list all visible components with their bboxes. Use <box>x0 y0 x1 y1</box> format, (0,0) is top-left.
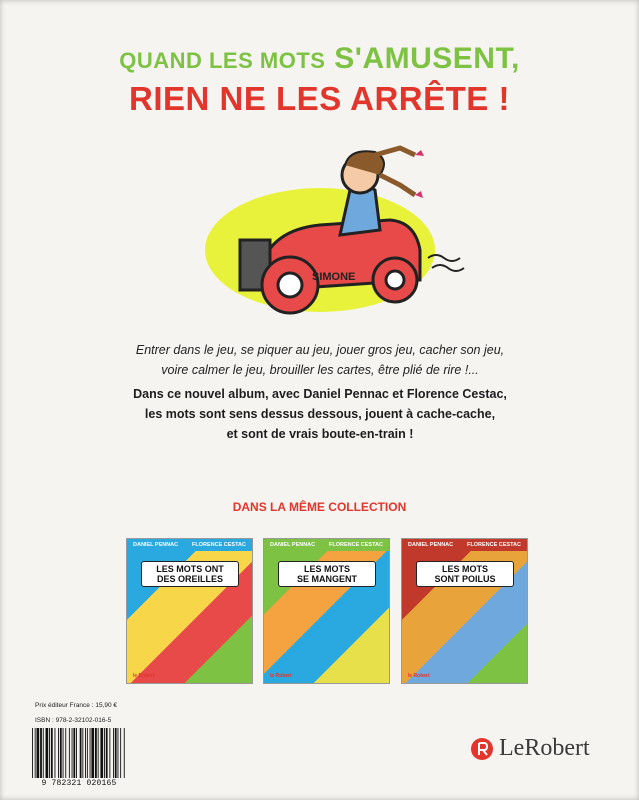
book-title <box>416 561 514 587</box>
barcode-bar <box>55 728 56 778</box>
book-author2: FLORENCE CESTAC <box>329 542 383 548</box>
book-author-bar <box>127 539 252 551</box>
barcode-bar <box>76 728 77 778</box>
book-title-line1: LES MOTS <box>303 564 350 574</box>
barcode-bar <box>115 728 117 778</box>
ribbon-bottom <box>415 191 423 198</box>
barcode-bar <box>46 728 49 778</box>
book-cover-mangent <box>263 538 390 684</box>
book-author1: DANIEL PENNAC <box>408 542 454 548</box>
barcode-bar <box>90 728 91 778</box>
intro-bold-line2: les mots sont sens dessus dessous, jouent à cache-cache, <box>144 407 496 421</box>
book-brand: le Robert <box>133 673 155 679</box>
book-brand: le Robert <box>270 673 292 679</box>
barcode-bar <box>32 728 33 778</box>
book-title <box>278 561 376 587</box>
barcode-bar <box>51 728 53 778</box>
book-author1: DANIEL PENNAC <box>133 542 179 548</box>
barcode-bar <box>60 728 62 778</box>
barcode-bar <box>87 728 88 778</box>
car-plate: SIMONE <box>312 271 356 283</box>
barcode-bar <box>40 728 42 778</box>
book-author1: DANIEL PENNAC <box>270 542 316 548</box>
headline-line1 <box>0 42 639 76</box>
barcode-bar <box>91 728 94 778</box>
barcode-bar <box>69 728 70 778</box>
barcode-bar <box>95 728 97 778</box>
intro-italic-line2: voire calmer le jeu, brouiller les cartes, être plié de rire !... <box>161 363 479 377</box>
book-title-line1: LES MOTS ONT <box>156 564 224 574</box>
wheel-hub-front <box>278 273 302 297</box>
intro-italic <box>120 340 520 380</box>
barcode-bar <box>43 728 44 778</box>
book-brand: le Robert <box>408 673 430 679</box>
book-author-bar <box>264 539 389 551</box>
barcode-bar <box>124 728 125 778</box>
barcode-bar <box>85 728 86 778</box>
barcode-bar <box>120 728 121 778</box>
headline-line1-small: QUAND LES MOTS <box>119 48 326 73</box>
barcode-bar <box>80 728 82 778</box>
book-author-bar <box>402 539 527 551</box>
book-author2: FLORENCE CESTAC <box>192 542 246 548</box>
barcode-bar <box>73 728 75 778</box>
book-cover-oreilles <box>126 538 253 684</box>
book-title-line2: SE MANGENT <box>296 574 357 584</box>
wheel-hub-rear <box>386 271 404 289</box>
book-cover-poilus <box>401 538 528 684</box>
book-title-line1: LES MOTS <box>441 564 488 574</box>
driver-braid-bottom <box>380 175 415 195</box>
driver-braid-top <box>375 148 415 155</box>
barcode-bar <box>65 728 66 778</box>
barcode <box>30 728 128 778</box>
barcode-digits: 9 782321 020165 <box>41 779 117 788</box>
robert-logo-icon <box>470 737 494 761</box>
barcode-bar <box>58 728 59 778</box>
collection-title: DANS LA MÊME COLLECTION <box>232 500 407 514</box>
book-author2: FLORENCE CESTAC <box>467 542 521 548</box>
intro-bold-line3: et sont de vrais boute-en-train ! <box>226 427 414 441</box>
barcode-bar <box>82 728 83 778</box>
intro-italic-line1: Entrer dans le jeu, se piquer au jeu, jouer gros jeu, cacher son jeu, <box>135 343 505 357</box>
motion-line-2 <box>432 265 464 271</box>
book-title-line2: SONT POILUS <box>434 574 496 584</box>
barcode-bar <box>37 728 40 778</box>
book-title <box>141 561 239 587</box>
publisher-logo <box>470 735 590 762</box>
barcode-bar <box>106 728 108 778</box>
car-illustration <box>200 140 480 320</box>
barcode-bar <box>98 728 99 778</box>
publisher-name: LeRobert <box>499 735 590 761</box>
price-label: Prix éditeur France : 15,90 € <box>35 702 118 709</box>
barcode-bar <box>104 728 105 778</box>
intro-bold <box>120 384 520 444</box>
barcode-bar <box>100 728 103 778</box>
barcode-bar <box>63 728 64 778</box>
barcode-bar <box>72 728 73 778</box>
headline-line1-big: S'AMUSENT, <box>334 42 520 75</box>
barcode-bar <box>118 728 119 778</box>
isbn-label: ISBN : 978-2-32102-016-5 <box>35 717 112 724</box>
barcode-bar <box>109 728 110 778</box>
barcode-bar <box>35 728 36 778</box>
barcode-bar <box>49 728 50 778</box>
barcode-bar <box>113 728 114 778</box>
intro-bold-line1: Dans ce nouvel album, avec Daniel Pennac et Florence Cestac, <box>133 387 507 401</box>
headline-line2: RIEN NE LES ARRÊTE ! <box>129 80 510 117</box>
book-title-line2: DES OREILLES <box>156 574 223 584</box>
ribbon-top <box>415 150 424 156</box>
